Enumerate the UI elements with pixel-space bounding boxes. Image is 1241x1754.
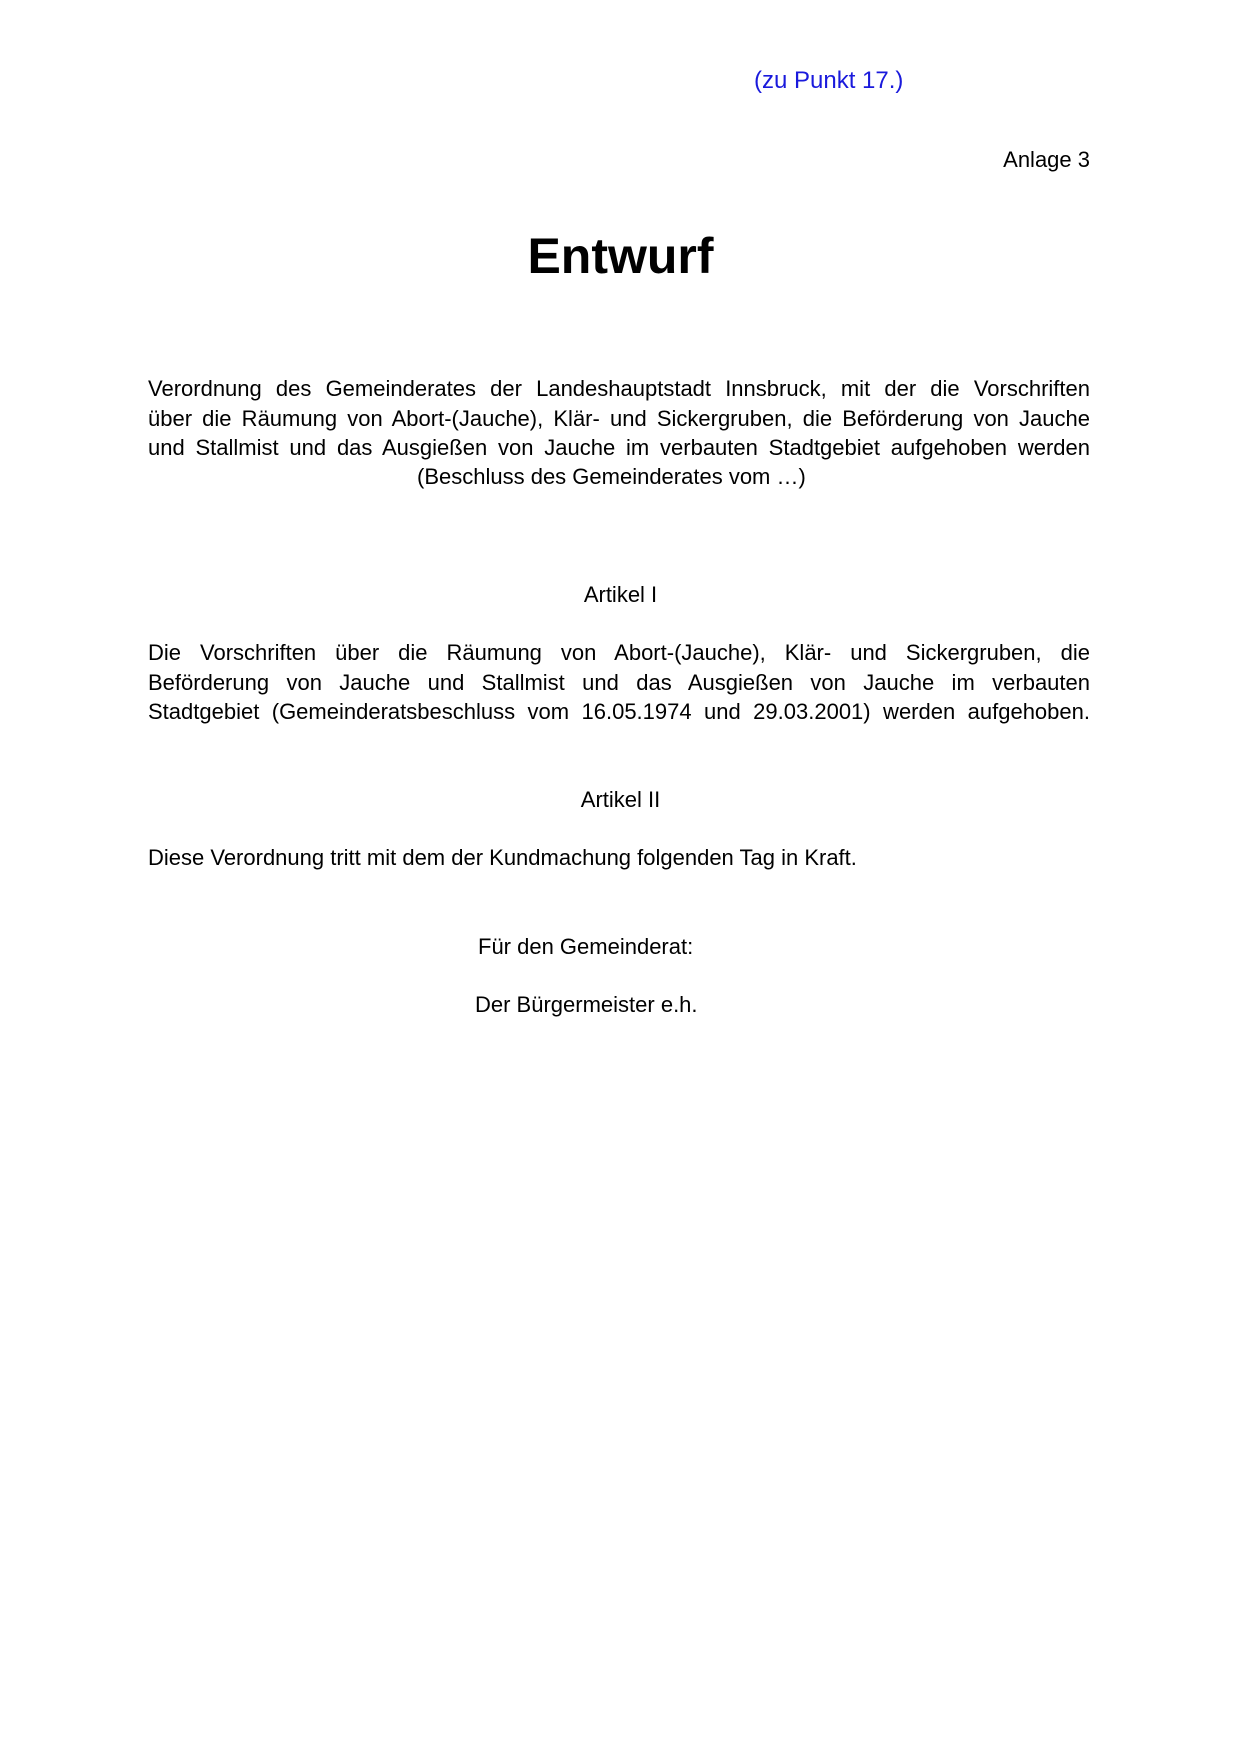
article-1-heading: Artikel I [583,582,658,607]
annex-label: Anlage 3 [1003,147,1090,172]
intro-line: über die Räumung von Abort-(Jauche), Klär- und Sickergruben, die Beförderung von Jauche [148,405,1090,431]
article-2-body: Diese Verordnung tritt mit dem der Kundmachung folgenden Tag in Kraft. [148,845,857,870]
article-1-line: Beförderung von Jauche und Stallmist und das Ausgießen von Jauche im verbauten [148,669,1090,695]
intro-line: und Stallmist und das Ausgießen von Jauche im verbauten Stadtgebiet aufgehoben werden [148,435,1090,460]
intro-line: Verordnung des Gemeinderates der Landeshauptstadt Innsbruck, mit der die Vorschriften [148,376,1090,401]
article-2-heading: Artikel II [580,787,661,812]
signature-mayor: Der Bürgermeister e.h. [475,992,698,1017]
document-title: Entwurf [527,228,714,284]
resolution-note: (Beschluss des Gemeinderates vom …) [417,464,806,489]
signature-council-label: Für den Gemeinderat: [478,934,694,959]
ordinance-intro [148,374,1090,463]
article-1-line: Stadtgebiet (Gemeinderatsbeschluss vom 16.05.1974 und 29.03.2001) werden aufgehoben. [148,699,1090,724]
agenda-reference: (zu Punkt 17.) [754,67,904,94]
article-1-body [148,638,1090,727]
article-1-line: Die Vorschriften über die Räumung von Abort-(Jauche), Klär- und Sickergruben, die [148,640,1090,665]
